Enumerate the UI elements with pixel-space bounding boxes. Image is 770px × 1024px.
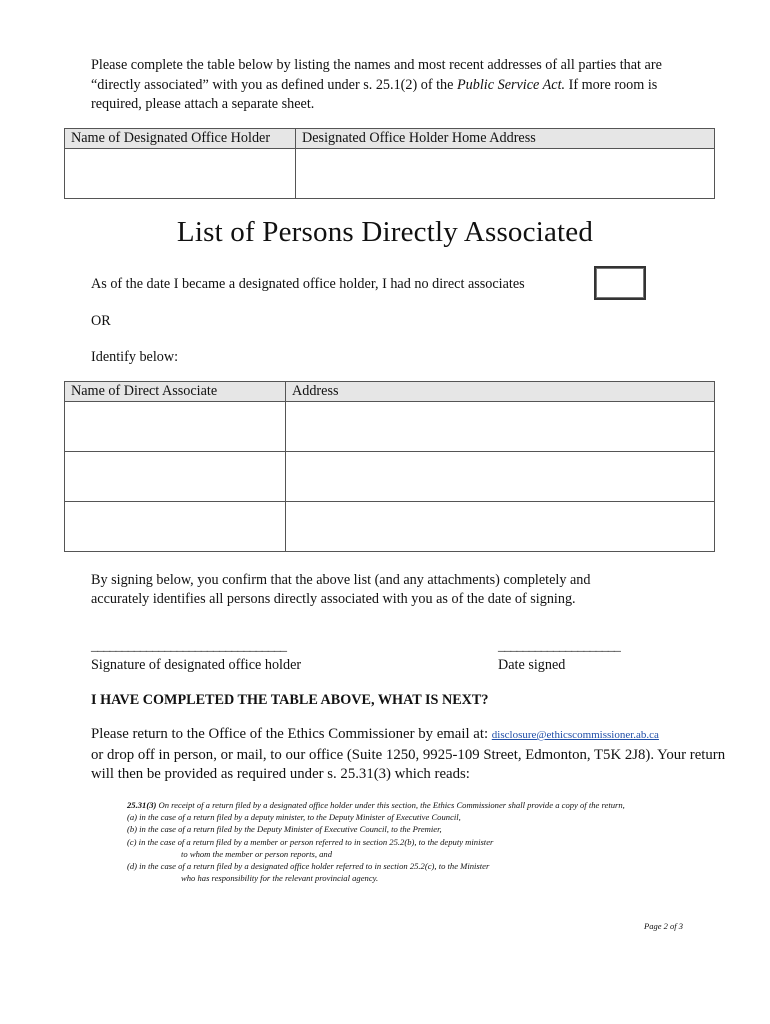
date-label: Date signed	[498, 657, 566, 673]
holder-table	[64, 128, 715, 199]
law-clause-b: (b) in the case of a return filed by the Deputy Minister of Executive Council, to the Premier,	[127, 824, 442, 835]
or-text: OR	[91, 313, 111, 329]
associate-address-cell[interactable]	[286, 502, 715, 552]
return-text-part2: or drop off in person, or mail, to our office (Suite 1250, 9925-109 Street, Edmonton, T5K 2J8). Your return will then be provided as required under s. 25.31(3) which reads:	[91, 746, 726, 782]
law-lead	[127, 799, 687, 811]
signature-line[interactable]: ________________________________	[91, 638, 286, 654]
holder-address-header: Designated Office Holder Home Address	[296, 129, 715, 149]
associate-name-cell[interactable]	[65, 452, 286, 502]
associate-address-cell[interactable]	[286, 402, 715, 452]
law-clause-a: (a) in the case of a return filed by a deputy minister, to the Deputy Minister of Executive Council,	[127, 812, 461, 823]
law-clause-d: (d) in the case of a return filed by a designated office holder referred to in section 25.2(c), to the Minister	[127, 861, 490, 872]
page-title: List of Persons Directly Associated	[176, 216, 594, 248]
holder-name-cell[interactable]	[65, 149, 296, 199]
identify-text: Identify below:	[91, 349, 179, 365]
law-section-number: 25.31(3)	[127, 800, 157, 810]
associate-name-cell[interactable]	[65, 502, 286, 552]
associates-table	[64, 381, 715, 552]
holder-table-row	[65, 149, 715, 199]
law-clause-c-cont: to whom the member or person reports, and	[181, 848, 333, 859]
return-instructions	[91, 725, 731, 785]
law-clause-c: (c) in the case of a return filed by a member or person referred to in section 25.2(b), to the deputy minister	[127, 836, 494, 847]
associate-address-cell[interactable]	[286, 452, 715, 502]
table-row	[65, 502, 715, 552]
associate-name-cell[interactable]	[65, 402, 286, 452]
table-row	[65, 452, 715, 502]
law-lead-text: On receipt of a return filed by a designated office holder under this section, the Ethics Commissioner shall provide a copy of the return,	[156, 800, 625, 810]
holder-address-cell[interactable]	[296, 149, 715, 199]
intro-text-part2: If more room is required, please attach a separate sheet.	[91, 76, 658, 112]
legislation-excerpt	[127, 799, 687, 884]
return-text-part1: Please return to the Office of the Ethics Commissioner by email at:	[91, 726, 492, 742]
law-clause-d-cont: who has responsibility for the relevant provincial agency.	[181, 873, 379, 884]
table-row	[65, 402, 715, 452]
no-associates-text: As of the date I became a designated office holder, I had no direct associates	[91, 276, 525, 292]
signature-label: Signature of designated office holder	[91, 657, 302, 673]
confirm-text: By signing below, you confirm that the above list (and any attachments) completely and accurately identifies all persons directly associated with you as of the date of signing.	[91, 572, 591, 607]
act-name: Public Service Act.	[457, 76, 566, 93]
intro-text-part1: Please complete the table below by listing the names and most recent addresses of all parties that are “directly associated” with you as defined under s. 25.1(2) of the	[91, 57, 662, 93]
associates-table-header	[65, 382, 715, 402]
holder-name-header: Name of Designated Office Holder	[65, 129, 296, 149]
next-heading: I HAVE COMPLETED THE TABLE ABOVE, WHAT IS NEXT?	[91, 692, 489, 708]
associate-address-header: Address	[286, 382, 715, 402]
holder-table-header	[65, 129, 715, 149]
email-link[interactable]: disclosure@ethicscommissioner.ab.ca	[491, 729, 659, 741]
date-line[interactable]: ____________________	[498, 638, 620, 654]
no-associates-checkbox[interactable]	[594, 266, 646, 300]
intro-paragraph	[91, 56, 691, 115]
page-number: Page 2 of 3	[644, 921, 683, 931]
associate-name-header: Name of Direct Associate	[65, 382, 286, 402]
